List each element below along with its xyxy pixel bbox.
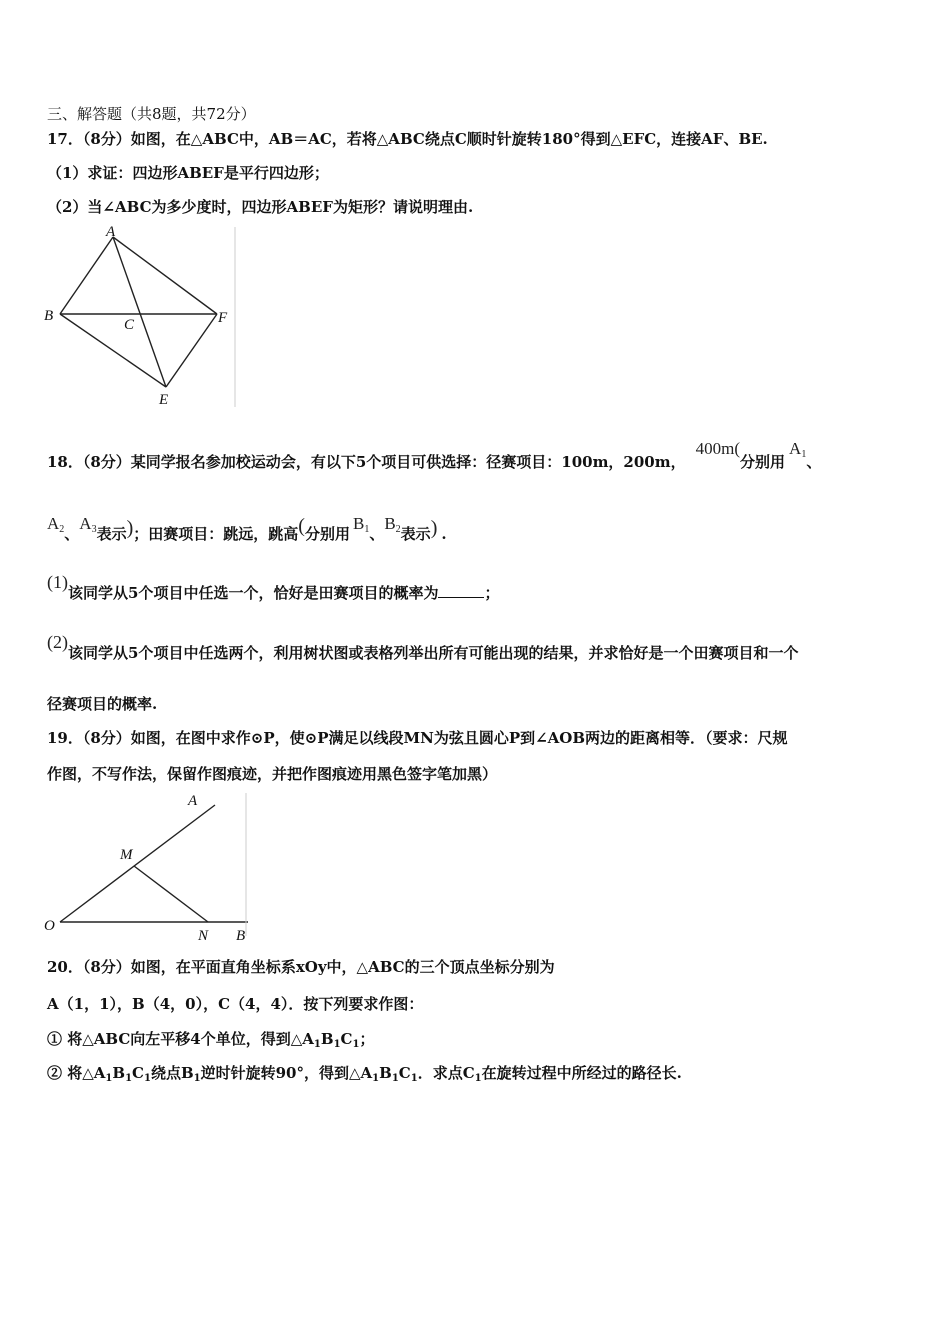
q18-line1 bbox=[47, 438, 822, 471]
q18-part2-text: 该同学从5个项目中任选两个，利用树状图或表格列举出所有可能出现的结果，并求恰好是一个田赛项目和一个 bbox=[68, 644, 799, 662]
q19-label-n: N bbox=[198, 928, 209, 944]
q18-part1-text: 该同学从5个项目中任选一个，恰好是田赛项目的概率为 bbox=[68, 584, 439, 602]
q18-line2-d: 表示 bbox=[400, 525, 431, 543]
q17-line-ae bbox=[113, 237, 166, 387]
q20-item1: ① 将△ABC向左平移4个单位，得到$\triangle A_1B_1C_1$； bbox=[47, 1030, 375, 1050]
q18-line2-c: 分别用 bbox=[304, 525, 350, 543]
q19-label-b: B bbox=[236, 928, 246, 944]
q17-line-af bbox=[113, 237, 217, 314]
q18-400m: 400m( bbox=[695, 439, 741, 458]
q17-label-b: B bbox=[44, 308, 54, 324]
q18-part1-end: ； bbox=[484, 584, 500, 602]
q17-line-be bbox=[60, 314, 166, 387]
q18-part2-num: (2) bbox=[47, 632, 68, 652]
q17-label-a: A bbox=[106, 224, 116, 240]
q19-figure bbox=[40, 788, 255, 948]
q17-label-c: C bbox=[124, 317, 135, 333]
q19-label-a: A bbox=[188, 793, 198, 809]
q19-ray-oa bbox=[60, 805, 215, 922]
q18-part1 bbox=[47, 572, 500, 602]
q19-segment-mn bbox=[134, 866, 208, 922]
q18-line2-b: ；田赛项目：跳远，跳高 bbox=[133, 525, 299, 543]
q18-paren-close1: ) bbox=[126, 517, 134, 539]
q18-b2: $B_2$ bbox=[384, 514, 401, 535]
q17-stem: 17．（8分）如图，在△ABC中，AB＝AC，若将△ABC绕点C顺时针旋转180°得到△EFC，连接AF、BE. bbox=[47, 130, 768, 148]
q19-label-m: M bbox=[120, 847, 133, 863]
q18-dun3: 、 bbox=[369, 525, 385, 543]
q18-b1: $B_1$ bbox=[352, 514, 370, 535]
q18-dun1: 、 bbox=[806, 453, 822, 471]
q18-a3: $A_3$ bbox=[79, 514, 97, 535]
q18-line2 bbox=[47, 512, 447, 543]
q18-answer-blank bbox=[438, 585, 484, 598]
q18-paren-open2: ( bbox=[298, 515, 305, 537]
q19-label-o: O bbox=[44, 918, 55, 934]
q17-figure bbox=[40, 222, 240, 412]
q17-part2: （2）当∠ABC为多少度时，四边形ABEF为矩形？请说明理由. bbox=[47, 198, 474, 216]
q20-line2: A（1，1），B（4，0），C（4，4）．按下列要求作图： bbox=[47, 995, 424, 1013]
q20-item2: ② 将$\triangle A_1B_1C_1$绕点$B_1$逆时针旋转90°，得到$\triangle A_1B_1C_1$．求点$C_1$在旋转过程中所经过的路径长. bbox=[47, 1064, 682, 1084]
q18-part2-cont: 径赛项目的概率. bbox=[47, 695, 158, 713]
q18-paren-close2: ) bbox=[430, 517, 438, 539]
q18-a1: $A_1$ bbox=[789, 439, 807, 460]
q19-line1: 19．（8分）如图，在图中求作⊙P，使⊙P满足以线段MN为弦且圆心P到∠AOB两边的距离相等．（要求：尺规 bbox=[47, 729, 788, 747]
q17-part1: （1）求证：四边形ABEF是平行四边形； bbox=[47, 164, 329, 182]
q20-line1: 20．（8分）如图，在平面直角坐标系xOy中，△ABC的三个顶点坐标分别为 bbox=[47, 958, 555, 976]
q18-dun2: 、 bbox=[64, 525, 80, 543]
q19-line2: 作图，不写作法，保留作图痕迹，并把作图痕迹用黑色签字笔加黑） bbox=[47, 765, 498, 783]
section-title: 三、解答题（共8题，共72分） bbox=[47, 105, 256, 123]
q18-line1-text: 18．（8分）某同学报名参加校运动会，有以下5个项目可供选择：径赛项目：100m，200m， bbox=[47, 453, 686, 471]
q18-part2 bbox=[47, 632, 799, 662]
q17-line-fe bbox=[166, 314, 217, 387]
q17-label-e: E bbox=[159, 392, 169, 408]
q18-line2-end: . bbox=[441, 525, 447, 543]
q17-line-ab bbox=[60, 237, 113, 314]
q17-label-f: F bbox=[218, 310, 228, 326]
q18-line2-a: 表示 bbox=[96, 525, 127, 543]
q18-part1-num: (1) bbox=[47, 572, 68, 592]
q18-line1-text-b: 分别用 bbox=[740, 453, 786, 471]
q18-a2: $A_2$ bbox=[47, 514, 65, 535]
